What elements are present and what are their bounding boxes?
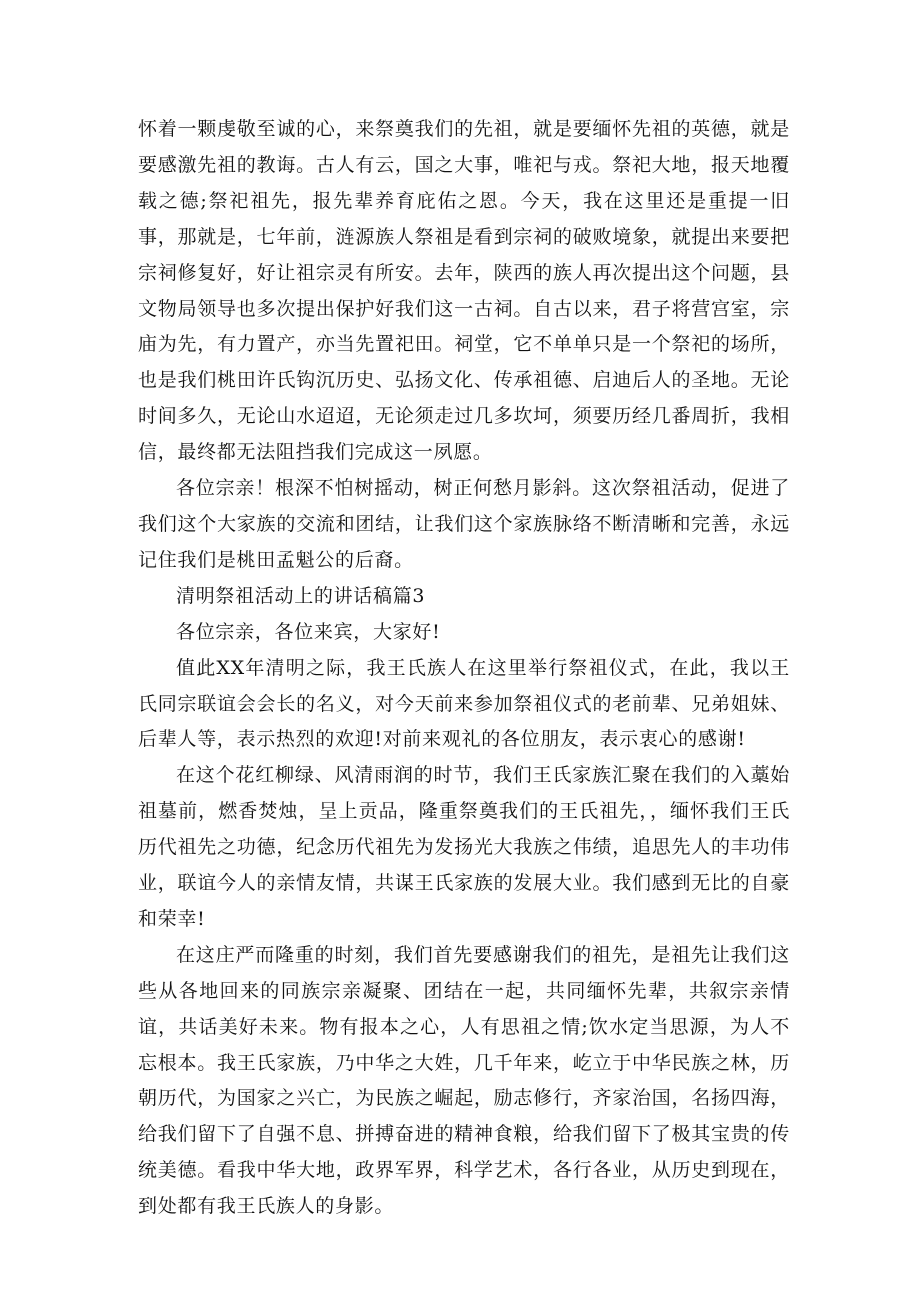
section-heading: 清明祭祖活动上的讲话稿篇3 <box>176 584 426 607</box>
paragraph-ancestral-hall: 怀着一颗虔敬至诚的心，来祭奠我们的先祖，就是要缅怀先祖的英德，就是要感激先祖的教诲。古人有云，国之大事，唯祀与戎。祭祀大地，报天地覆载之德;祭祀祖先，报先辈养育庇佑之恩。今天，我在这里还是重提一旧事，那就是，七年前，涟源族人祭祖是看到宗祠的破败境象，就提出来要把宗祠修复好，好让祖宗灵有所安。去年，陕西的族人再次提出这个问题，县文物局领导也多次提出保护好我们这一古祠。自古以来，君子将营宫室，宗庙为先，有力置产，亦当先置祀田。祠堂，它不单单只是一个祭祀的场所，也是我们桃田许氏钩沉历史、弘扬文化、传承祖德、启迪后人的圣地。无论时间多久，无论山水迢迢，无论须走过几多坎坷，须要历经几番周折，我相信，最终都无法阻挡我们完成这一夙愿。 <box>138 118 790 464</box>
paragraph-greeting: 各位宗亲，各位来宾，大家好! <box>176 620 441 643</box>
paragraph-gratitude: 在这庄严而隆重的时刻，我们首先要感谢我们的祖先，是祖先让我们这些从各地回来的同族宗亲凝聚、团结在一起，共同缅怀先辈，共叙宗亲情谊，共话美好未来。物有报本之心，人有思祖之情;饮水定当思源，为人不忘根本。我王氏家族，乃中华之大姓，几千年来，屹立于中华民族之林，历朝历代，为国家之兴亡，为民族之崛起，励志修行，齐家治国，名扬四海，给我们留下了自强不息、拼搏奋进的精神食粮，给我们留下了极其宝贵的传统美德。看我中华大地，政界军界，科学艺术，各行各业，从历史到现在，到处都有我王氏族人的身影。 <box>138 943 790 1218</box>
paragraph-ceremony: 在这个花红柳绿、风清雨润的时节，我们王氏家族汇聚在我们的入藁始祖墓前，燃香焚烛，呈上贡品，隆重祭奠我们的王氏祖先，，缅怀我们王氏历代祖先之功德，纪念历代祖先为发扬光大我族之伟绩，追思先人的丰功伟业，联谊今人的亲情友情，共谋王氏家族的发展大业。我们感到无比的自豪和荣幸! <box>138 764 790 930</box>
paragraph-welcome: 值此XX年清明之际，我王氏族人在这里举行祭祖仪式，在此，我以王氏同宗联谊会会长的名义，对今天前来参加祭祖仪式的老前辈、兄弟姐妹、后辈人等，表示热烈的欢迎!对前来观礼的各位朋友，表示衷心的感谢! <box>138 656 790 751</box>
paragraph-clan-unity: 各位宗亲！根深不怕树摇动，树正何愁月影斜。这次祭祖活动，促进了我们这个大家族的交流和团结，让我们这个家族脉络不断清晰和完善，永远记住我们是桃田孟魁公的后裔。 <box>138 477 790 571</box>
document-body <box>138 112 790 1225</box>
